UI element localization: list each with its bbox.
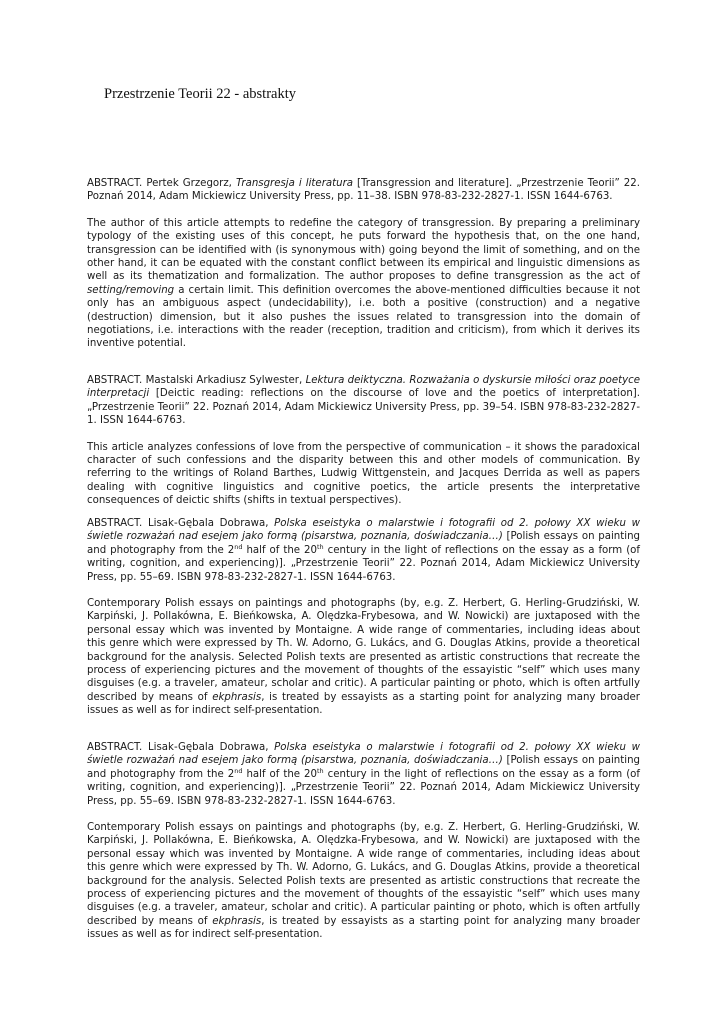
original-title: Polska eseistyka o malarstwie i fotografii od 2. połowy XX wieku w świetle rozważań nad esejem jako formą (pisarstwa, poznania, doświadczania…) — [87, 518, 640, 543]
abstract-text: This article analyzes confessions of love from the perspective of communication – it shows the paradoxical character of such confessions and the disparity between this and other models of communication. By referring to the writings of Roland Barthes, Ludwig Wittgenstein, and Jacques Derrida as well as papers dealing with cognitive linguistics and cognitive poetics, the article presents the interpretative consequences of deictic shifts (shifts in textual perspectives). — [87, 441, 640, 507]
page-title: Przestrzenie Teorii 22 - abstrakty — [104, 86, 296, 102]
abstract-text-part: Contemporary Polish essays on paintings and photographs (by, e.g. Z. Herbert, G. Herling-Grudziński, W. Karpiński, J. Pollakówna, E. Bieńkowska, A. Olędzka-Frybesowa, and W. Nowicki) are juxtaposed with the personal essay which was invented by Montaigne. A wide range of commentaries, including ideas about this genre which were expressed by Th. W. Adorno, G. Lukács, and G. Douglas Atkins, provide a theoretical background for the analysis. Selected Polish texts are presented as artistic constructions that recreate the process of experiencing pictures and the movement of thoughts of the essayistic “self” which uses many disguises (e.g. a traveler, amateur, scholar and critic). A particular painting or photo, which is often artfully described by means of — [87, 822, 640, 927]
citation-part: half of the 20 — [242, 544, 317, 556]
citation-rest: century in the light of reflections on the essay as a form (of writing, cognition, and experiencing)]. „Przestrzenie Teorii” 22. Poznań 2014, Adam Mickiewicz University Press, pp. 55–69. ISBN 978-83-232-2827-1. ISSN 1644-6763. — [87, 544, 640, 583]
abstract-text-part: Contemporary Polish essays on paintings and photographs (by, e.g. Z. Herbert, G. Herling-Grudziński, W. Karpiński, J. Pollakówna, E. Bieńkowska, A. Olędzka-Frybesowa, and W. Nowicki) are juxtaposed with the personal essay which was invented by Montaigne. A wide range of commentaries, including ideas about this genre which were expressed by Th. W. Adorno, G. Lukács, and G. Douglas Atkins, provide a theoretical background for the analysis. Selected Polish texts are presented as artistic constructions that recreate the process of experiencing pictures and the movement of thoughts of the essayistic “self” which uses many disguises (e.g. a traveler, amateur, scholar and critic). A particular painting or photo, which is often artfully described by means of — [87, 598, 640, 703]
original-title: Polska eseistyka o malarstwie i fotografii od 2. połowy XX wieku w świetle rozważań nad esejem jako formą (pisarstwa, poznania, doświadczania…) — [87, 742, 640, 767]
abstract-text-part: , is treated by essayists as a starting point for analyzing many broader issues as well as for indirect self-presentation. — [87, 691, 640, 717]
citation-rest: century in the light of reflections on the essay as a form (of writing, cognition, and experiencing)]. „Przestrzenie Teorii” 22. Poznań 2014, Adam Mickiewicz University Press, pp. 55–69. ISBN 978-83-232-2827-1. ISSN 1644-6763. — [87, 768, 640, 807]
citation-part: half of the 20 — [242, 768, 317, 780]
abstract-text-part: a certain limit. This definition overcomes the above-mentioned difficulties because it not only has an ambiguous aspect (undecidability), i.e. both a positive (construction) and a negative (destruction) dimension, but it also pushes the issues related to transgression into the domain of negotiations, i.e. interactions with the reader (reception, tradition and criticism), from which it derives its inventive potential. — [87, 284, 640, 350]
abstract-text — [87, 597, 640, 718]
abstract-emphasis: ekphrasis — [212, 691, 262, 703]
abstract-entry — [87, 741, 640, 942]
citation-rest: [Transgression and literature]. „Przestrzenie Teorii” 22. Poznań 2014, Adam Mickiewicz University Press, pp. 11–38. ISBN 978-83-232-2827-1. ISSN 1644-6763. — [87, 178, 640, 203]
citation-part: [Polish essays on painting and photography from the 2 — [87, 531, 640, 556]
abstract-text — [87, 821, 640, 942]
citation-prefix: ABSTRACT. Lisak-Gębala Dobrawa, — [87, 742, 275, 753]
abstract-text-part: The author of this article attempts to redefine the category of transgression. By preparing a preliminary typology of the existing uses of this concept, he puts forward the hypothesis that, on the one hand, transgression can be identified with (is synonymous with) going beyond the limit of something, and on the other hand, it can be equated with the constant conflict between its empirical and linguistic dimensions as well as its thematization and formalization. The author proposes to define transgression as the act of — [87, 217, 640, 283]
ordinal-superscript: nd — [234, 766, 243, 775]
citation-prefix: ABSTRACT. Pertek Grzegorz, — [87, 178, 236, 189]
citation-prefix: ABSTRACT. Mastalski Arkadiusz Sylwester, — [87, 375, 306, 386]
original-title: Transgresja i literatura — [235, 178, 354, 189]
abstract-text-part: , is treated by essayists as a starting point for analyzing many broader issues as well as for indirect self-presentation. — [87, 915, 640, 941]
ordinal-superscript: th — [317, 542, 324, 551]
ordinal-superscript: th — [317, 766, 324, 775]
abstract-emphasis: setting/removing — [87, 284, 175, 296]
original-title: Lektura deiktyczna. Rozważania o dyskursie miłości oraz poetyce interpretacji — [87, 375, 640, 400]
abstract-entry — [87, 177, 640, 351]
abstract-emphasis: ekphrasis — [212, 915, 262, 927]
abstract-entry — [87, 517, 640, 718]
abstract-entry — [87, 374, 640, 508]
citation-part: [Polish essays on painting and photography from the 2 — [87, 755, 640, 780]
citation — [87, 177, 640, 204]
ordinal-superscript: nd — [234, 542, 243, 551]
citation — [87, 517, 640, 584]
citation — [87, 374, 640, 428]
abstract-text — [87, 217, 640, 351]
citation-rest: [Deictic reading: reflections on the discourse of love and the poetics of interpretation]. „Przestrzenie Teorii” 22. Poznań 2014, Adam Mickiewicz University Press, pp. 39–54. ISBN 978-83-232-2827-1. ISSN 1644-6763. — [87, 388, 640, 427]
citation-prefix: ABSTRACT. Lisak-Gębala Dobrawa, — [87, 518, 275, 529]
citation — [87, 741, 640, 808]
